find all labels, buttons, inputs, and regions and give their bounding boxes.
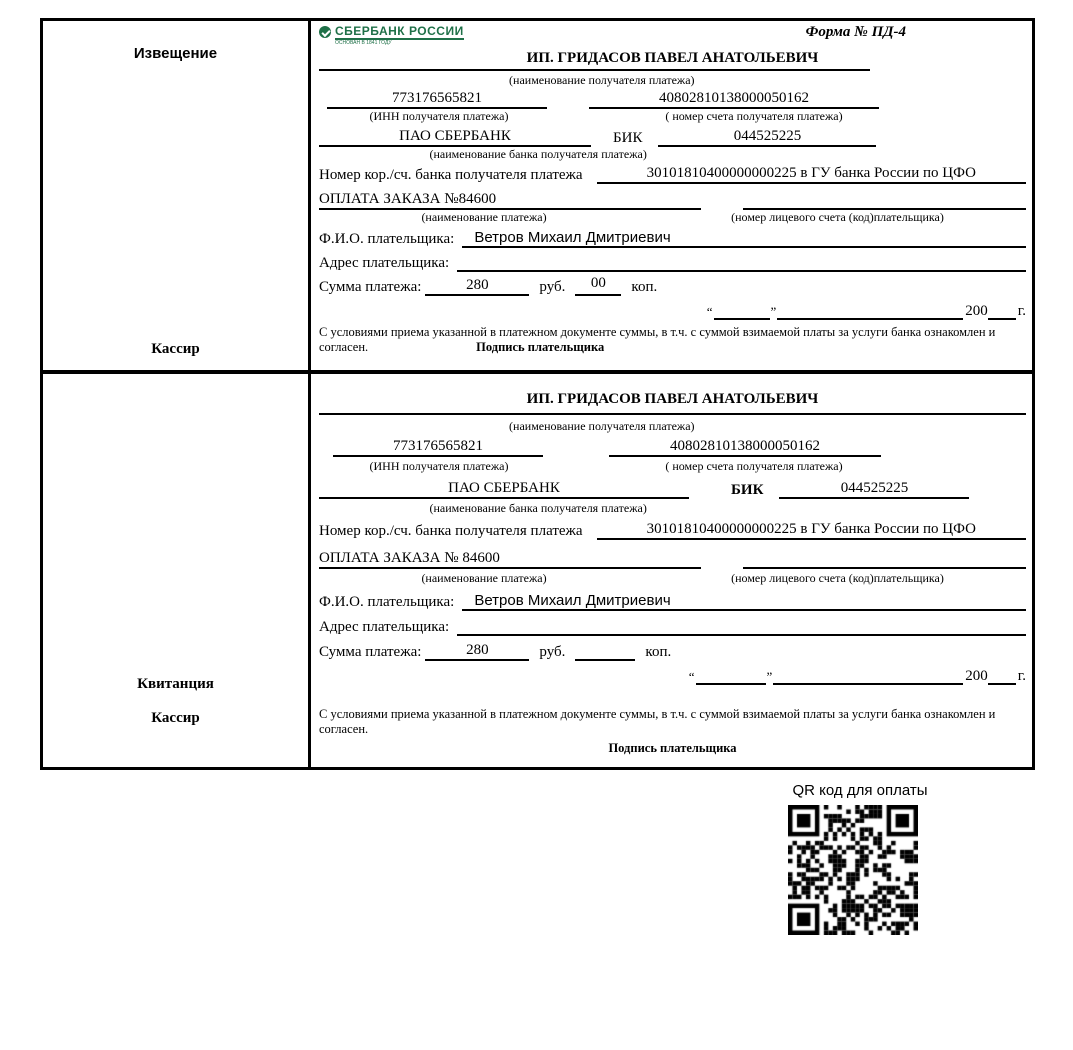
- quote-open: “: [706, 304, 713, 319]
- rub-label: руб.: [539, 279, 566, 295]
- bik-label-2: БИК: [731, 482, 764, 498]
- notice-left-cell: [43, 21, 311, 370]
- receipt-section: [43, 374, 1032, 767]
- payment-name-row: [319, 189, 1026, 210]
- date-month-blank-2: [773, 665, 963, 685]
- bik-label: БИК: [613, 130, 643, 146]
- account-caption: ( номер счета получателя платежа): [665, 109, 843, 123]
- corr-row: [319, 165, 1026, 184]
- year-prefix-2: 200: [965, 668, 988, 684]
- sum-kop-value-2: [575, 640, 635, 661]
- corr-value-2: 30101810400000000225 в ГУ банка России по ЦФО: [597, 521, 1026, 540]
- sberbank-logo-icon: [319, 26, 331, 38]
- recipient-caption-2: (наименование получателя платежа): [509, 419, 695, 433]
- qr-label: QR код для оплаты: [792, 782, 928, 799]
- notice-side-label: Извещение: [133, 45, 218, 62]
- corr-row-2: [319, 521, 1026, 540]
- receipt-cashier-label: Кассир: [151, 710, 200, 726]
- fio-label-2: Ф.И.О. плательщика:: [319, 594, 455, 610]
- year-blank-2: [988, 665, 1016, 685]
- date-row-2: [319, 665, 1026, 685]
- corr-label: Номер кор./сч. банка получателя платежа: [319, 167, 583, 183]
- personal-account-value: [743, 189, 1026, 210]
- sum-rub-value-2: 280: [425, 642, 529, 661]
- inn-account-captions: [319, 109, 1026, 124]
- sum-rub-value: 280: [425, 277, 529, 296]
- fio-row: [319, 229, 1026, 248]
- inn-value: 773176565821: [327, 90, 547, 109]
- personal-account-value-2: [743, 548, 1026, 569]
- year-blank: [988, 300, 1016, 320]
- recipient-title-2: ИП. ГРИДАСОВ ПАВЕЛ АНАТОЛЬЕВИЧ: [526, 391, 819, 407]
- sum-label: Сумма платежа:: [319, 279, 422, 295]
- recipient-title-rule-2: [319, 411, 1026, 415]
- fio-row-2: [319, 592, 1026, 611]
- personal-account-caption-2: (номер лицевого счета (код)плательщика): [731, 571, 944, 585]
- payment-name-row-2: [319, 548, 1026, 569]
- inn-value-2: 773176565821: [333, 438, 543, 457]
- account-value-2: 40802810138000050162: [609, 438, 881, 457]
- bank-name-value: ПАО СБЕРБАНК: [319, 128, 591, 147]
- bank-name-value-2: ПАО СБЕРБАНК: [319, 480, 689, 499]
- address-value: [457, 251, 1026, 272]
- date-row: [319, 300, 1026, 320]
- inn-caption: (ИНН получателя платежа): [369, 109, 509, 123]
- payment-captions-row: [319, 210, 1026, 225]
- bank-caption-2: (наименование банка получателя платежа): [429, 501, 647, 515]
- year-suffix: г.: [1017, 303, 1026, 319]
- notice-section: [43, 21, 1032, 374]
- inn-account-row-2: [319, 438, 1026, 457]
- date-month-blank: [777, 300, 963, 320]
- bik-value-2: 044525225: [779, 480, 969, 499]
- notice-right-cell: [311, 21, 1032, 370]
- pd4-document: [40, 18, 1035, 770]
- signature-label-2: Подпись плательщика: [608, 741, 737, 755]
- agreement-paragraph: [319, 325, 1026, 355]
- bik-value: 044525225: [658, 128, 876, 147]
- rub-label-2: руб.: [539, 644, 566, 660]
- qr-code: [788, 805, 918, 935]
- inn-account-row: [319, 90, 1026, 109]
- form-number-label: Форма № ПД-4: [805, 24, 906, 40]
- account-caption-2: ( номер счета получателя платежа): [665, 459, 843, 473]
- sberbank-logo-name: СБЕРБАНК РОССИИ: [335, 24, 464, 38]
- bank-caption: (наименование банка получателя платежа): [429, 147, 647, 161]
- recipient-caption: (наименование получателя платежа): [509, 73, 695, 87]
- payment-name-value-2: ОПЛАТА ЗАКАЗА № 84600: [319, 550, 701, 569]
- fio-value-2: Ветров Михаил Дмитриевич: [462, 592, 1026, 611]
- quote-close-2: ”: [766, 669, 773, 684]
- year-prefix: 200: [965, 303, 988, 319]
- bank-row: [319, 128, 1026, 147]
- fio-label: Ф.И.О. плательщика:: [319, 231, 455, 247]
- address-label-2: Адрес плательщика:: [319, 619, 450, 635]
- agreement-text: С условиями приема указанной в платежном документе суммы, в т.ч. с суммой взимаемой платы за услуги банка ознакомлен и согласен.: [319, 325, 996, 354]
- kop-label-2: коп.: [645, 644, 672, 660]
- address-value-2: [457, 615, 1026, 636]
- payment-name-caption-2: (наименование платежа): [421, 571, 547, 585]
- corr-label-2: Номер кор./сч. банка получателя платежа: [319, 523, 583, 539]
- bank-row-2: [319, 480, 1026, 499]
- personal-account-caption: (номер лицевого счета (код)плательщика): [731, 210, 944, 224]
- address-row: [319, 251, 1026, 272]
- account-value: 40802810138000050162: [589, 90, 879, 109]
- sum-kop-value: 00: [575, 275, 621, 296]
- sum-row-2: [319, 640, 1026, 661]
- address-label: Адрес плательщика:: [319, 255, 450, 271]
- qr-block: [775, 782, 945, 935]
- receipt-left-cell: [43, 374, 311, 767]
- quote-open-2: “: [688, 669, 695, 684]
- signature-label-inline: Подпись плательщика: [476, 340, 605, 354]
- corr-value: 30101810400000000225 в ГУ банка России по ЦФО: [597, 165, 1026, 184]
- notice-header-row: [319, 24, 1026, 50]
- date-day-blank: [714, 300, 770, 320]
- inn-account-captions-2: [319, 459, 1026, 474]
- quote-close: ”: [770, 304, 777, 319]
- payment-name-caption: (наименование платежа): [421, 210, 547, 224]
- recipient-title: ИП. ГРИДАСОВ ПАВЕЛ АНАТОЛЬЕВИЧ: [526, 50, 819, 66]
- date-day-blank-2: [696, 665, 766, 685]
- address-row-2: [319, 615, 1026, 636]
- sum-label-2: Сумма платежа:: [319, 644, 422, 660]
- notice-cashier-label: Кассир: [151, 341, 200, 357]
- agreement-paragraph-2: С условиями приема указанной в платежном документе суммы, в т.ч. с суммой взимаемой платы за услуги банка ознакомлен и согласен.: [319, 707, 996, 736]
- recipient-title-rule: [319, 67, 870, 71]
- year-suffix-2: г.: [1017, 668, 1026, 684]
- inn-caption-2: (ИНН получателя платежа): [369, 459, 509, 473]
- fio-value: Ветров Михаил Дмитриевич: [462, 229, 1026, 248]
- sberbank-logo-tagline: ОСНОВАН В 1841 ГОДУ: [335, 40, 392, 46]
- receipt-right-cell: [311, 374, 1032, 767]
- sum-row: [319, 275, 1026, 296]
- payment-name-value: ОПЛАТА ЗАКАЗА №84600: [319, 191, 701, 210]
- payment-captions-row-2: [319, 571, 1026, 586]
- receipt-side-label: Квитанция: [137, 676, 214, 692]
- sberbank-logo: [319, 24, 464, 46]
- kop-label: коп.: [631, 279, 658, 295]
